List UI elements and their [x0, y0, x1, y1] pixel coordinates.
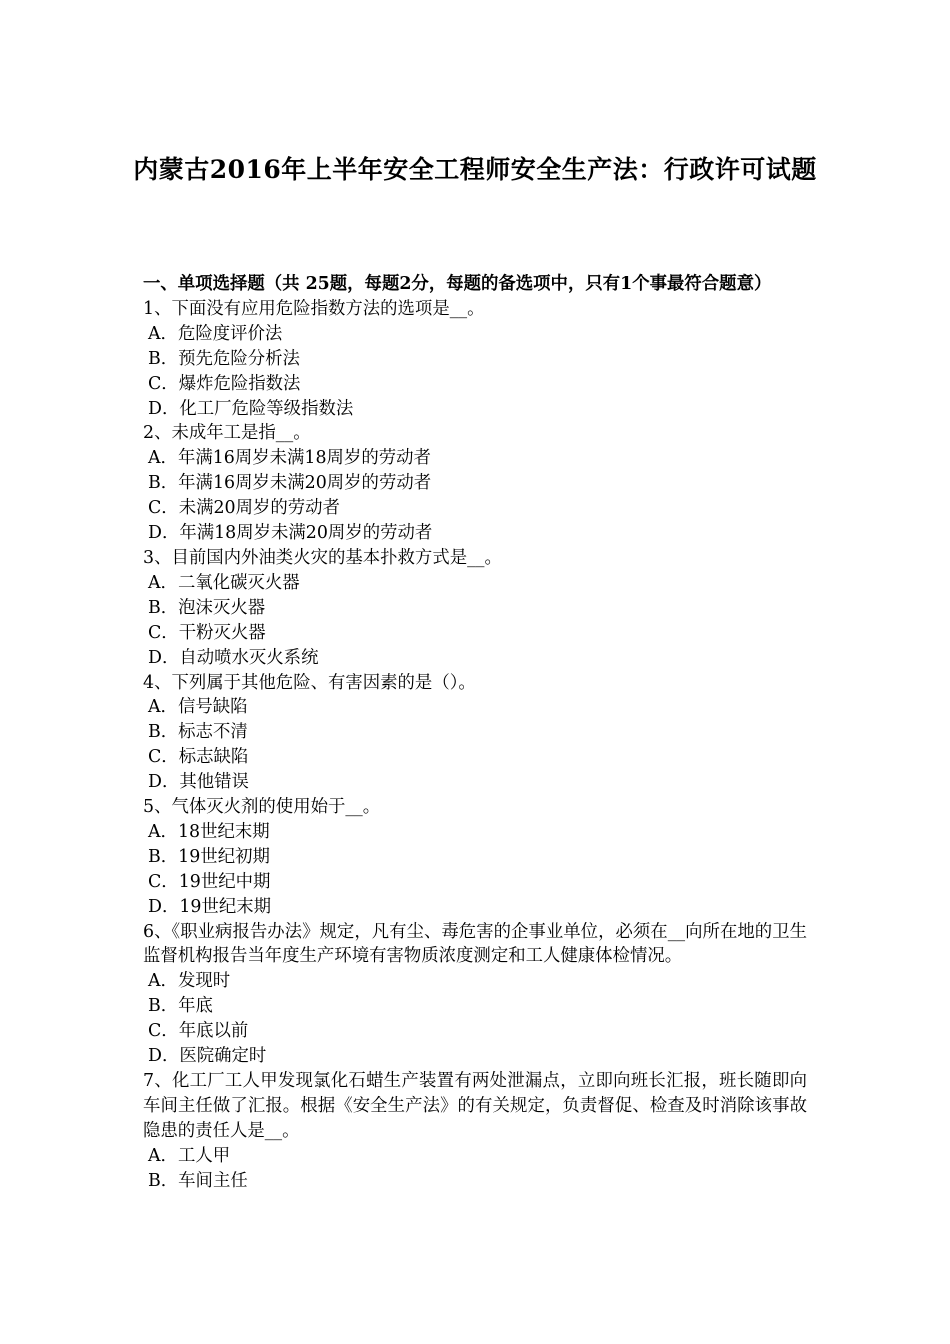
- document-title: 内蒙古2016年上半年安全工程师安全生产法：行政许可试题: [133, 155, 817, 184]
- question-7: [143, 1069, 807, 1194]
- option-c: C．干粉灭火器: [148, 622, 266, 643]
- document-body: [143, 272, 807, 1194]
- option-a: A．发现时: [148, 971, 231, 992]
- question-1: [143, 297, 807, 422]
- option-d: D．19世纪末期: [148, 896, 272, 917]
- option-b: B．19世纪初期: [148, 846, 270, 867]
- option-c: C．19世纪中期: [148, 871, 271, 892]
- option-d: D．医院确定时: [148, 1046, 267, 1067]
- option-c: C．爆炸危险指数法: [148, 373, 301, 394]
- option-d: D．年满18周岁未满20周岁的劳动者: [148, 523, 433, 544]
- option-b: B．泡沫灭火器: [148, 597, 266, 618]
- option-d: D．化工厂危险等级指数法: [148, 398, 354, 419]
- option-b: B．年满16周岁未满20周岁的劳动者: [148, 473, 432, 494]
- question-stem: 1、下面没有应用危险指数方法的选项是__。: [143, 298, 485, 319]
- question-3: [143, 546, 807, 671]
- option-c: C．年底以前: [148, 1021, 249, 1042]
- option-c: C．未满20周岁的劳动者: [148, 498, 340, 519]
- question-stem: 2、未成年工是指__。: [143, 423, 311, 444]
- question-stem: 6、《职业病报告办法》规定，凡有尘、毒危害的企事业单位，必须在__向所在地的卫生监督机构报告当年度生产环境有害物质浓度测定和工人健康体检情况。: [143, 921, 807, 967]
- option-a: A．年满16周岁未满18周岁的劳动者: [148, 448, 431, 469]
- option-a: A．二氧化碳灭火器: [148, 572, 300, 593]
- option-b: B．预先危险分析法: [148, 348, 300, 369]
- question-2: [143, 421, 807, 546]
- option-d: D．自动喷水灭火系统: [148, 647, 319, 668]
- question-5: [143, 795, 807, 920]
- question-stem: 4、下列属于其他危险、有害因素的是（）。: [143, 672, 476, 693]
- option-b: B．标志不清: [148, 722, 248, 743]
- option-a: A．信号缺陷: [148, 697, 248, 718]
- question-stem: 3、目前国内外油类火灾的基本扑救方式是__。: [143, 547, 502, 568]
- section-heading: 一、单项选择题（共 25题，每题2分，每题的备选项中，只有1个事最符合题意）: [143, 274, 772, 294]
- question-6: [143, 920, 807, 1069]
- option-a: A．危险度评价法: [148, 323, 283, 344]
- question-stem: 7、化工厂工人甲发现氯化石蜡生产装置有两处泄漏点，立即向班长汇报，班长随即向车间主任做了汇报。根据《安全生产法》的有关规定，负责督促、检查及时消除该事故隐患的责任人是__。: [143, 1071, 807, 1141]
- option-a: A．18世纪末期: [148, 821, 270, 842]
- option-d: D．其他错误: [148, 772, 249, 793]
- option-b: B．年底: [148, 996, 213, 1017]
- option-b: B．车间主任: [148, 1170, 248, 1191]
- option-a: A．工人甲: [148, 1145, 231, 1166]
- question-4: [143, 671, 807, 796]
- question-stem: 5、气体灭火剂的使用始于__。: [143, 797, 381, 818]
- option-c: C．标志缺陷: [148, 747, 249, 768]
